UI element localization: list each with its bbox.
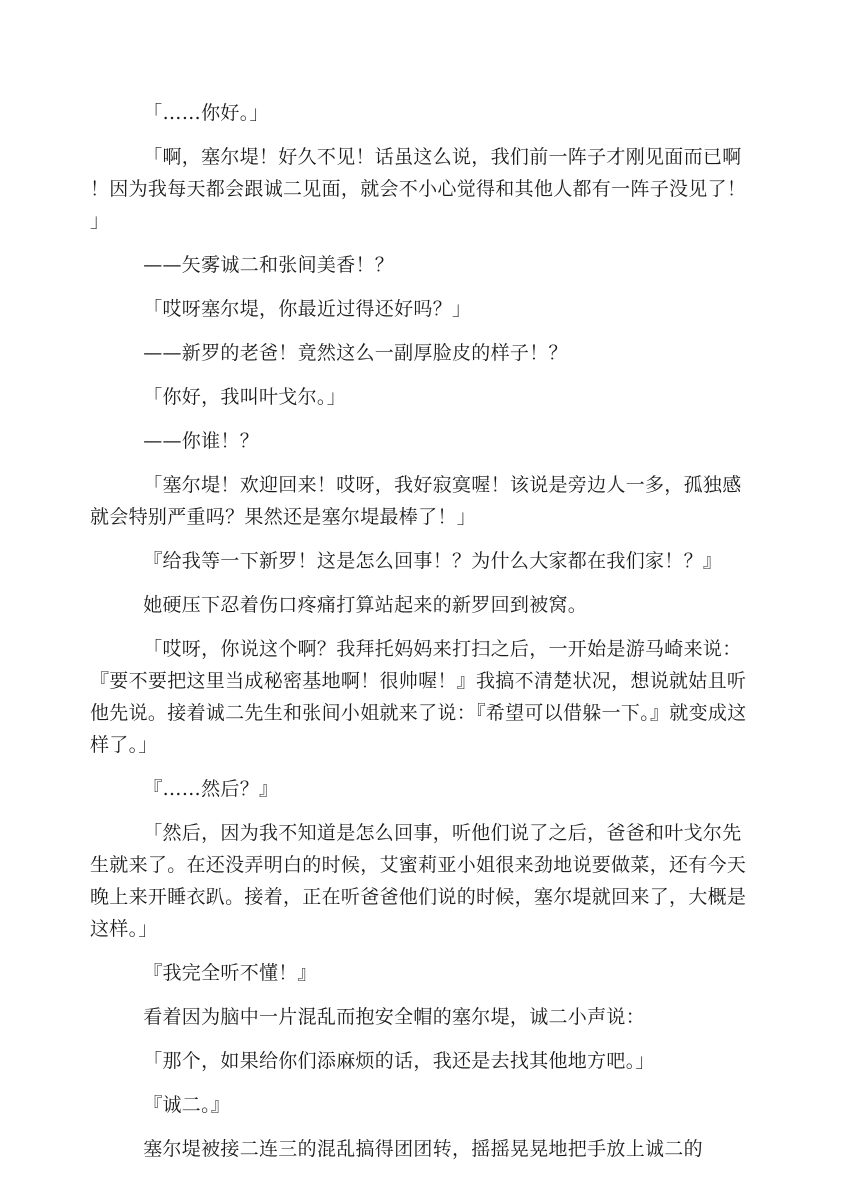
paragraph: 她硬压下忍着伤口疼痛打算站起来的新罗回到被窝。 [143,594,588,616]
paragraph: ——新罗的老爸！竟然这么一副厚脸皮的样子！？ [143,342,568,364]
paragraph: 「然后，因为我不知道是怎么回事，听他们说了之后，爸爸和叶戈尔先生就来了。在还没弄明白的时候，艾蜜莉亚小姐很来劲地说要做菜，还有今天晚上来开睡衣趴。接着，正在听爸爸他们说的时候，塞尔堤就回来了，大概是这样。」 [90,822,747,940]
paragraph: ——矢雾诚二和张间美香！？ [143,254,395,276]
body-text [90,97,750,1177]
paragraph: 「塞尔堤！欢迎回来！哎呀，我好寂寞喔！该说是旁边人一多，孤独感就会特别严重吗？果然还是塞尔堤最棒了！」 [90,474,742,528]
paragraph: 看着因为脑中一片混乱而抱安全帽的塞尔堤，诚二小声说： [143,1006,645,1028]
paragraph: 「那个，如果给你们添麻烦的话，我还是去找其他地方吧。」 [143,1050,655,1072]
paragraph: 「哎呀塞尔堤，你最近过得还好吗？」 [143,298,472,320]
paragraph: 『……然后？』 [143,778,279,800]
paragraph: 『诚二。』 [143,1094,231,1116]
paragraph: 『给我等一下新罗！这是怎么回事！？为什么大家都在我们家！？』 [143,550,723,572]
paragraph: 「你好，我叫叶戈尔。」 [143,386,346,408]
paragraph: 『我完全听不懂！』 [143,962,317,984]
paragraph: 「啊，塞尔堤！好久不见！话虽这么说，我们前一阵子才刚见面而已啊！因为我每天都会跟诚二见面，就会不小心觉得和其他人都有一阵子没见了！」 [90,146,747,232]
paragraph: ——你谁！？ [143,430,259,452]
paragraph: 塞尔堤被接二连三的混乱搞得团团转，摇摇晃晃地把手放上诚二的 [143,1138,703,1160]
paragraph: 「哎呀，你说这个啊？我拜托妈妈来打扫之后，一开始是游马崎来说：『要不要把这里当成秘密基地啊！很帅喔！』我搞不清楚状况，想说就姑且听他先说。接着诚二先生和张间小姐就来了说：『希望可以借躲一下。』就变成这样了。」 [90,638,747,756]
paragraph: 「……你好。」 [143,102,269,124]
